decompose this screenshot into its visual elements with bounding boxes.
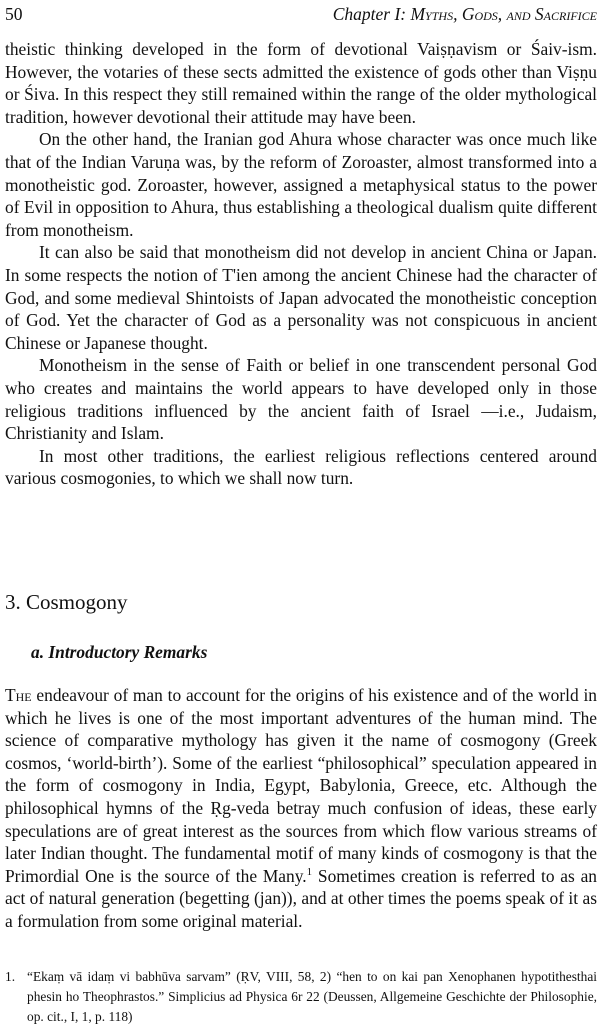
section-text-part-2: Sometimes creation is referred to as an act of natural generation (begetting (jan)), and at other times the poems speak of it as a formulation from some original material. — [5, 865, 597, 931]
chapter-title — [333, 4, 597, 25]
page-number: 50 — [5, 4, 23, 24]
section-body — [5, 684, 597, 933]
footnote — [5, 967, 597, 1027]
lead-caps: The — [5, 685, 32, 705]
paragraph: It can also be said that monotheism did not develop in ancient China or Japan. In some respects the notion of T'ien among the ancient Chinese had the character of God, and some medieval Shintoists of Japan advocated the monotheistic conception of God. Yet the character of God as a personality was not conspicuous in ancient Chinese or Japanese thought. — [5, 242, 597, 353]
footnote-text: “Ekaṃ vā idaṃ vi babhūva sarvam” (ṚV, VIII, 58, 2) “hen to on kai pan Xenophanen hypotithesthai phesin ho Theophrastos.” Simplicius ad Physica 6r 22 (Deussen, Allgemeine Geschichte der Philosophie, op. cit., I, 1, p. 118) — [27, 969, 597, 1024]
running-head — [5, 4, 597, 28]
chapter-prefix: Chapter I: — [332, 4, 411, 24]
paragraph: theistic thinking developed in the form of devotional Vaiṣṇavism or Śaiv-ism. However, the votaries of these sects admitted the existence of gods other than Viṣṇu or Śiva. In this respect they still remained within the range of the older mythological tradition, however devotional their attitude may have been. — [5, 39, 597, 127]
footnote-marker: 1 — [306, 865, 313, 878]
subsection-heading: a. Introductory Remarks — [31, 642, 208, 662]
section-paragraph — [5, 684, 597, 933]
section-text-part-1: endeavour of man to account for the origins of his existence and of the world in which he lives is one of the most important adventures of the human mind. The science of comparative mythology has given it the name of cosmogony (Greek cosmos, ‘world-birth’). Some of the earliest “philosophical” speculation appeared in the form of cosmogony in India, Egypt, Babylonia, Greece, etc. Although the philosophical hymns of the Ṛg-veda betray much confusion of ideas, these early speculations are of great interest as the sources from which flow various streams of later Indian thought. The fundamental motif of many kinds of cosmogony is that the Primordial One is the source of the Many. — [5, 685, 597, 886]
paragraph: On the other hand, the Iranian god Ahura whose character was once much like that of the Indian Varuṇa was, by the reform of Zoroaster, almost transformed into a monotheistic god. Zoroaster, however, assigned a metaphysical status to the power of Evil in opposition to Ahura, thus establishing a theological dualism quite different from monotheism. — [5, 129, 597, 240]
body-text — [5, 38, 597, 490]
footnote-number: 1. — [5, 969, 16, 984]
paragraph: In most other traditions, the earliest religious reflections centered around various cosmogonies, to which we shall now turn. — [5, 445, 597, 489]
paragraph: Monotheism in the sense of Faith or belief in one transcendent personal God who creates and maintains the world appears to have developed only in those religious traditions influenced by the ancient faith of Israel —i.e., Judaism, Christianity and Islam. — [5, 355, 597, 444]
chapter-name: Myths, Gods, and Sacrifice — [410, 4, 597, 24]
section-heading: 3. Cosmogony — [5, 590, 128, 614]
